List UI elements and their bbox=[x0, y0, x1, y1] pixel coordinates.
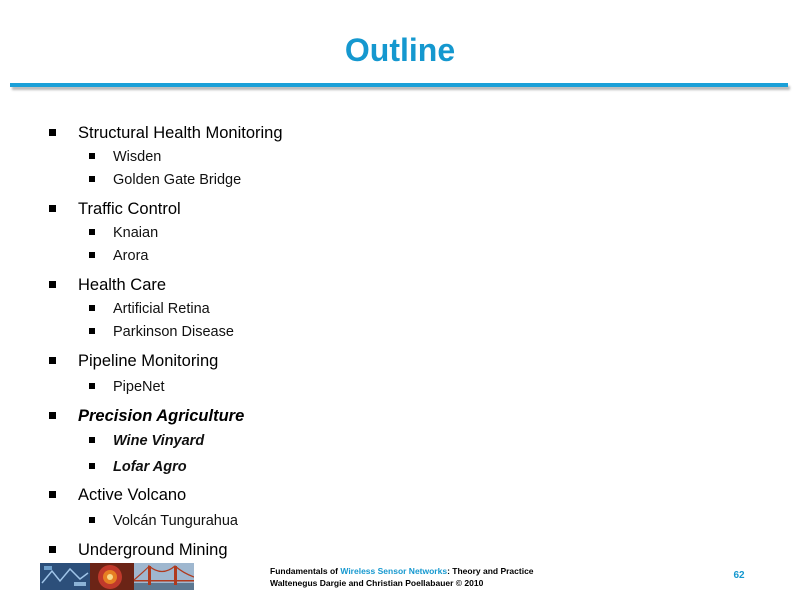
list-item-label: Health Care bbox=[78, 276, 167, 294]
sub-list-item-label: PipeNet bbox=[113, 379, 165, 395]
sub-list-item bbox=[113, 323, 234, 341]
footer-suffix: : Theory and Practice bbox=[447, 566, 534, 576]
square-bullet-icon bbox=[49, 546, 56, 553]
square-bullet-icon bbox=[89, 517, 95, 523]
page-number: 62 bbox=[733, 570, 745, 581]
square-bullet-icon bbox=[49, 129, 56, 136]
square-bullet-icon bbox=[89, 383, 95, 389]
list-item-label: Precision Agriculture bbox=[78, 407, 245, 425]
sub-list-item-label: Arora bbox=[113, 248, 149, 264]
list-item bbox=[78, 123, 283, 143]
list-item bbox=[78, 540, 228, 560]
sub-list-item-label: Volcán Tungurahua bbox=[113, 513, 238, 529]
list-item bbox=[78, 199, 181, 219]
sub-list-item bbox=[113, 224, 158, 242]
sub-list-item bbox=[113, 378, 165, 396]
footer-line-2: Waltenegus Dargie and Christian Poellabauer © 2010 bbox=[270, 578, 484, 588]
sub-list-item-label: Wisden bbox=[113, 149, 162, 165]
slide-title: Outline bbox=[344, 32, 456, 68]
footer-book-title: Wireless Sensor Networks bbox=[340, 566, 448, 576]
list-item bbox=[78, 485, 186, 505]
square-bullet-icon bbox=[89, 229, 95, 235]
sub-list-item bbox=[113, 171, 241, 189]
square-bullet-icon bbox=[49, 357, 56, 364]
sub-list-item bbox=[113, 432, 204, 450]
square-bullet-icon bbox=[89, 328, 95, 334]
sub-list-item-label: Artificial Retina bbox=[113, 301, 210, 317]
list-item-label: Pipeline Monitoring bbox=[78, 352, 219, 370]
list-item-label: Structural Health Monitoring bbox=[78, 124, 283, 142]
sub-list-item-label: Golden Gate Bridge bbox=[113, 172, 242, 188]
square-bullet-icon bbox=[89, 437, 95, 443]
sub-list-item bbox=[113, 458, 187, 476]
sub-list-item-label: Knaian bbox=[113, 225, 159, 241]
square-bullet-icon bbox=[49, 281, 56, 288]
square-bullet-icon bbox=[49, 412, 56, 419]
square-bullet-icon bbox=[49, 491, 56, 498]
footer-prefix: Fundamentals of bbox=[270, 566, 341, 576]
sub-list-item bbox=[113, 148, 161, 166]
footer-credits bbox=[270, 565, 534, 589]
sub-list-item bbox=[113, 247, 148, 265]
sub-list-item bbox=[113, 512, 238, 530]
sub-list-item-label: Parkinson Disease bbox=[113, 324, 234, 340]
square-bullet-icon bbox=[49, 205, 56, 212]
sub-list-item bbox=[113, 300, 210, 318]
list-item-label: Traffic Control bbox=[78, 200, 181, 218]
footer-line-1 bbox=[270, 565, 534, 577]
footer-banner-image bbox=[40, 563, 194, 590]
list-item bbox=[78, 275, 166, 295]
square-bullet-icon bbox=[89, 252, 95, 258]
list-item bbox=[78, 351, 218, 371]
list-item bbox=[78, 406, 244, 426]
square-bullet-icon bbox=[89, 463, 95, 469]
square-bullet-icon bbox=[89, 153, 95, 159]
sub-list-item-label: Lofar Agro bbox=[113, 459, 187, 475]
list-item-label: Underground Mining bbox=[78, 541, 228, 559]
list-item-label: Active Volcano bbox=[78, 486, 187, 504]
square-bullet-icon bbox=[89, 305, 95, 311]
sub-list-item-label: Wine Vinyard bbox=[113, 433, 205, 449]
square-bullet-icon bbox=[89, 176, 95, 182]
